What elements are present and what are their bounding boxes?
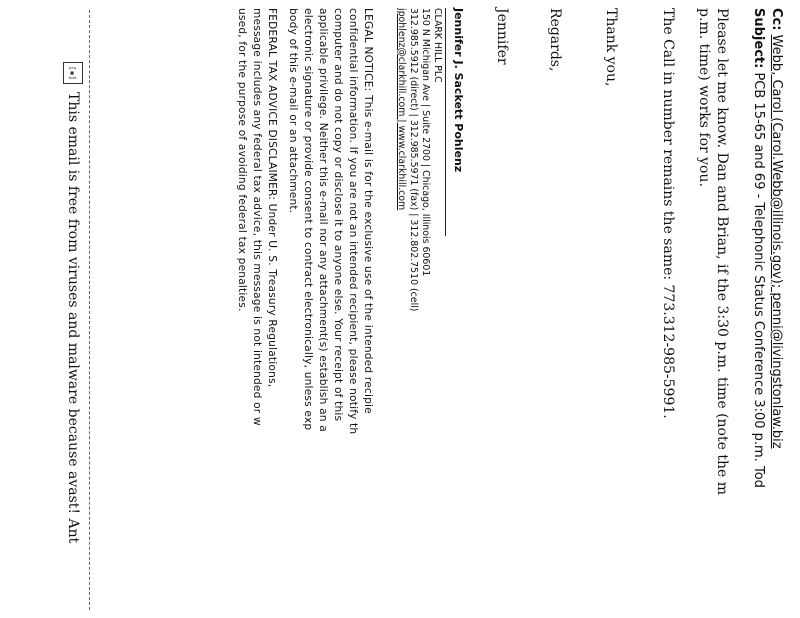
subject-line [752, 8, 765, 488]
legal-line-5: electronic signature or provide consent to contract electronically, unless exp [302, 8, 314, 431]
tax-line-1: FEDERAL TAX ADVICE DISCLAIMER: Under U. S. Treasury Regulations, [266, 8, 278, 388]
signature-name: Jennifer J. Sackett Pohlenz [452, 8, 465, 173]
footer-divider [89, 10, 90, 610]
signature-rule [445, 8, 446, 236]
legal-line-1: LEGAL NOTICE: This e-mail is for the exclusive use of the intended recipie [362, 8, 374, 414]
body-line-2: p.m. time) works for you. [696, 8, 712, 187]
avast-logo-icon: [▪] [63, 62, 83, 84]
signature-web[interactable]: jpohlenz@clarkhill.com | www.clarkhill.com [396, 8, 407, 211]
legal-line-3: computer and do not copy or disclose it to anyone else. Your receipt of this [332, 8, 344, 422]
subject-label: Subject: [751, 8, 766, 69]
body-line-1: Please let me know. Dan and Brian, if the 3:30 p.m. time (note the m [714, 8, 730, 495]
signoff-name: Jennifer [494, 8, 510, 65]
legal-line-4: applicable privilege. Neither this e-mail nor any attachment(s) establish an a [317, 8, 329, 432]
regards-line: Regards, [547, 8, 563, 72]
cc-label: Cc: [769, 8, 784, 31]
signature-firm: CLARK HILL PLC [432, 8, 443, 83]
call-in-line: The Call in number remains the same: 773.312-985-5991. [660, 8, 676, 419]
legal-line-2: confidential information. If you are not an intended recipient, please notify th [347, 8, 359, 435]
tax-line-2: message includes any federal tax advice, this message is not intended or w [251, 8, 263, 426]
signature-phones: 312.985.5912 (direct) | 312.985.5971 (fax) | 312.802.7510 (cell) [408, 8, 419, 312]
cc-line [770, 8, 783, 449]
cc-value[interactable]: Webb, Carol (Carol.Webb@illinois.gov); penni@livingstonlaw.biz [769, 34, 784, 449]
signature-address: 150 N Michigan Ave | Suite 2700 | Chicago, Illinois 60601 [420, 8, 431, 277]
tax-line-3: used, for the purpose of avoiding federal tax penalties. [236, 8, 248, 312]
legal-line-6: body of this e-mail or an attachment. [287, 8, 299, 214]
virus-note: This email is free from viruses and malware because avast! Ant [65, 92, 81, 544]
thanks-line: Thank you, [603, 8, 619, 87]
subject-value: PCB 15-65 and 69 - Telephonic Status Conference 3:00 p.m. Tod [751, 72, 766, 488]
